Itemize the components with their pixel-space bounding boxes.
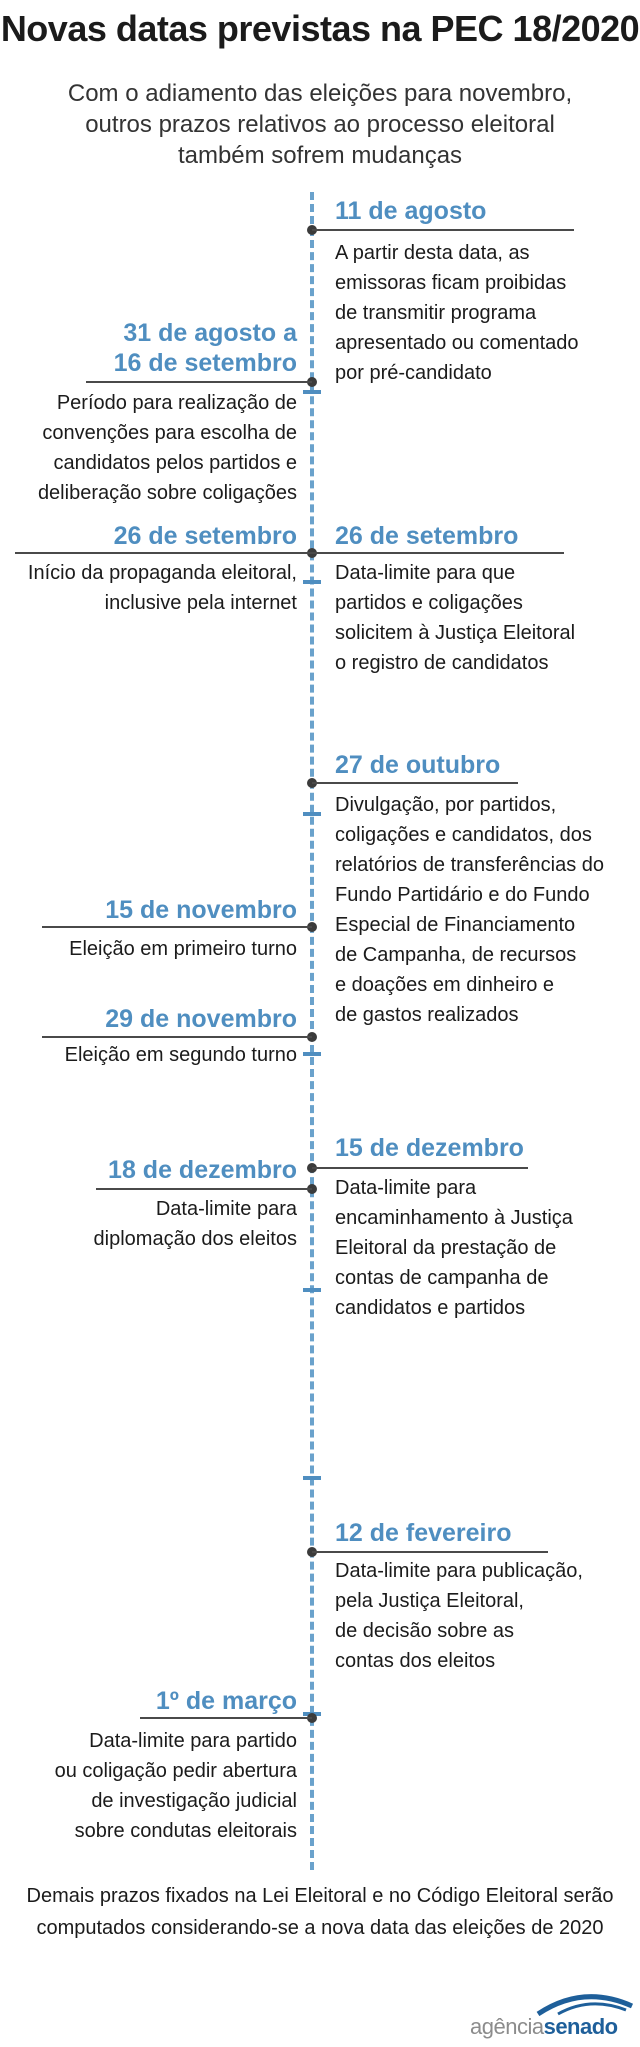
event-date: 26 de setembro [113, 522, 297, 550]
event-description: Data-limite para encaminhamento à Justiça Eleitoral da prestação de contas de campanha de candidatos e partidos [335, 1177, 573, 1319]
event-date: 1º de março [155, 1687, 297, 1715]
event-description: Data-limite para partido ou coligação pedir abertura de investigação judicial sobre condutas eleitorais [54, 1730, 297, 1842]
event-date: 31 de agosto a 16 de setembro [113, 319, 297, 377]
event-rule [15, 552, 312, 554]
event-rule [312, 1551, 548, 1553]
timeline-tick [303, 1052, 321, 1056]
event-description: Eleição em segundo turno [64, 1044, 297, 1066]
logo-text-senado: senado [543, 2014, 618, 2039]
event-description: Data-limite para diplomação dos eleitos [93, 1198, 297, 1250]
timeline-axis [310, 192, 314, 1870]
timeline-tick [303, 1288, 321, 1292]
event-date: 15 de dezembro [335, 1134, 524, 1162]
event-date: 29 de novembro [105, 1005, 297, 1033]
event-date: 15 de novembro [105, 896, 297, 924]
event-date: 11 de agosto [335, 197, 487, 225]
event-description: Divulgação, por partidos, coligações e candidatos, dos relatórios de transferências do Fundo Partidário e do Fundo Especial de Financiamento de Campanha, de recursos e doações em dinheiro e de gastos realizados [335, 794, 605, 1026]
timeline-tick [303, 390, 321, 394]
event-description: Início da propaganda eleitoral, inclusive pela internet [27, 562, 297, 614]
event-rule [312, 782, 518, 784]
logo-text-agencia: agência [470, 2014, 544, 2039]
logo-arc-icon [528, 1990, 638, 2016]
event-date: 12 de fevereiro [335, 1519, 512, 1547]
timeline-tick [303, 1476, 321, 1480]
event-description: A partir desta data, as emissoras ficam proibidas de transmitir programa apresentado ou comentado por pré-candidato [335, 242, 579, 384]
event-rule [42, 1036, 312, 1038]
agencia-senado-logo [470, 1990, 635, 2042]
page-title: Novas datas previstas na PEC 18/2020 [0, 8, 640, 49]
event-rule [312, 1167, 528, 1169]
timeline-tick [303, 812, 321, 816]
event-description: Eleição em primeiro turno [69, 938, 297, 960]
timeline-tick [303, 580, 321, 584]
event-date: 18 de dezembro [108, 1156, 297, 1184]
page-subtitle: Com o adiamento das eleições para novembro, outros prazos relativos ao processo eleitoral também sofrem mudanças [67, 80, 573, 169]
event-rule [96, 1188, 312, 1190]
event-description: Data-limite para publicação, pela Justiça Eleitoral, de decisão sobre as contas dos eleitos [335, 1560, 583, 1672]
event-description: Período para realização de convenções para escolha de candidatos pelos partidos e deliberação sobre coligações [37, 392, 297, 504]
event-rule [312, 229, 574, 231]
event-rule [42, 926, 312, 928]
footer-note: Demais prazos fixados na Lei Eleitoral e no Código Eleitoral serão computados considerando-se a nova data das eleições de 2020 [26, 1885, 614, 1939]
event-rule [312, 552, 564, 554]
event-rule [86, 381, 312, 383]
event-rule [140, 1717, 312, 1719]
event-date: 26 de setembro [335, 522, 519, 550]
event-date: 27 de outubro [335, 751, 501, 779]
event-description: Data-limite para que partidos e coligações solicitem à Justiça Eleitoral o registro de candidatos [335, 562, 576, 674]
